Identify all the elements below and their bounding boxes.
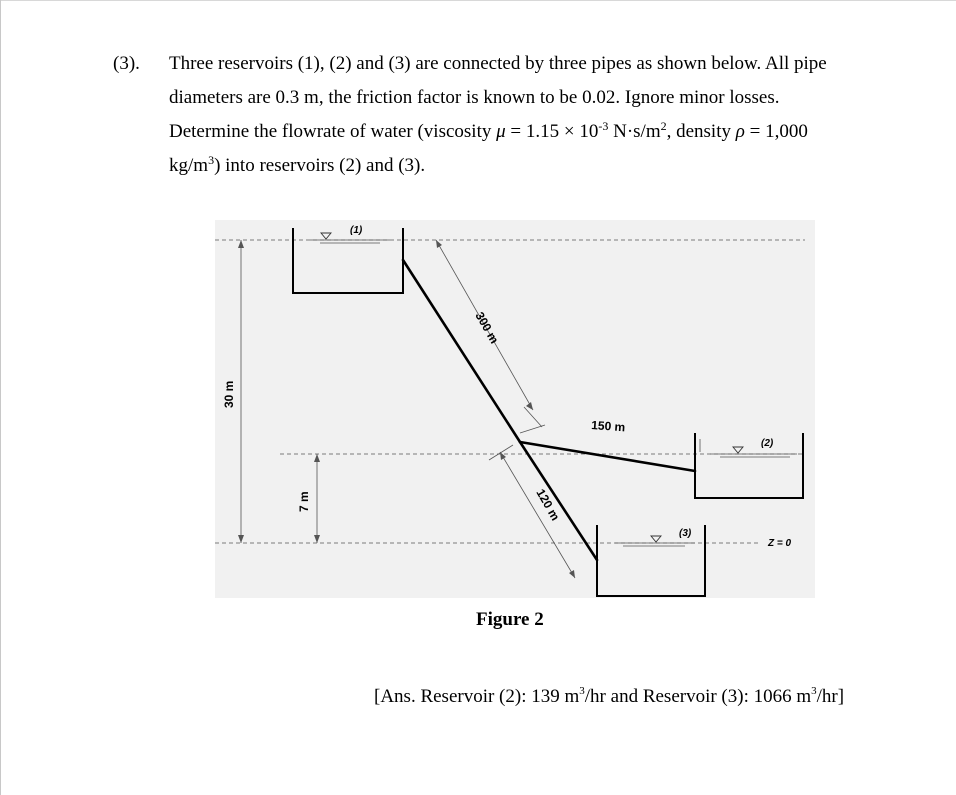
- mu-symbol: μ: [496, 121, 506, 142]
- label-reservoir-2: (2): [761, 438, 774, 449]
- label-pipe-120m: 120 m: [533, 486, 563, 523]
- label-height-7m: 7 m: [297, 491, 311, 512]
- reservoir-figure: [215, 220, 815, 598]
- text-fragment: ) into reservoirs (2) and (3).: [214, 155, 426, 176]
- figure-background: [215, 220, 815, 598]
- label-reservoir-3: (3): [679, 528, 692, 539]
- problem-line-3: [169, 121, 869, 155]
- text-fragment: , density: [666, 121, 736, 142]
- figure-caption: Figure 2: [476, 609, 544, 630]
- problem-statement: [169, 53, 869, 189]
- exponent: 3: [208, 153, 215, 167]
- page-top-edge: [0, 0, 956, 1]
- label-datum: Z = 0: [768, 538, 792, 549]
- answer-text: [Ans. Reservoir (2): 139 m: [374, 686, 580, 707]
- label-pipe-300m: 300 m: [472, 309, 502, 346]
- text-fragment: = 1,000: [744, 121, 808, 142]
- problem-line-4: [169, 155, 869, 189]
- exponent: 3: [579, 685, 585, 697]
- text-fragment: kg/m: [169, 155, 209, 176]
- answer-line: [374, 686, 844, 708]
- label-reservoir-1: (1): [350, 225, 363, 236]
- exponent: 3: [811, 685, 817, 697]
- label-pipe-150m: 150 m: [590, 418, 626, 435]
- question-number: (3).: [113, 53, 140, 74]
- problem-line-2: diameters are 0.3 m, the friction factor is known to be 0.02. Ignore minor losses.: [169, 87, 780, 108]
- exponent: 2: [660, 119, 667, 133]
- rho-symbol: ρ: [735, 121, 745, 142]
- problem-line-1: Three reservoirs (1), (2) and (3) are connected by three pipes as shown below. All pipe: [169, 53, 827, 74]
- page-left-edge: [0, 0, 1, 795]
- label-height-30m: 30 m: [222, 380, 236, 408]
- reservoir-diagram: [215, 220, 815, 598]
- exponent: -3: [598, 119, 609, 133]
- text-fragment: Determine the flowrate of water (viscosity: [169, 121, 497, 142]
- answer-text: /hr and Reservoir (3): 1066 m: [584, 686, 812, 707]
- text-fragment: = 1.15 × 10: [505, 121, 599, 142]
- text-fragment: N·s/m: [608, 121, 661, 142]
- answer-text: /hr]: [816, 686, 845, 707]
